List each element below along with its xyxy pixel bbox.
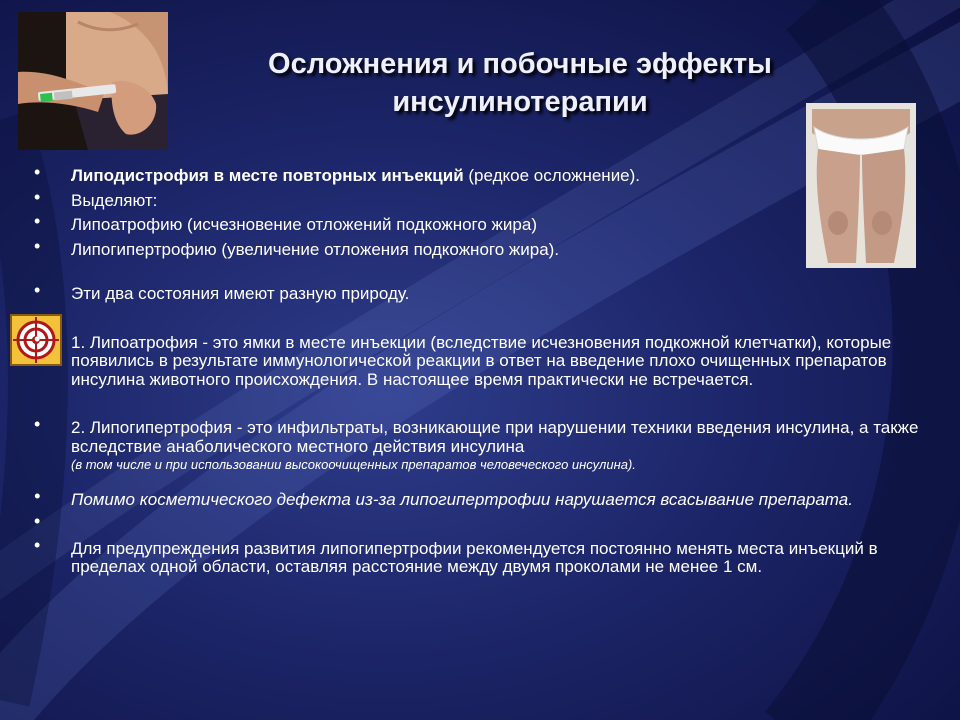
bullet-distinguish: • Выделяют: [34, 192, 926, 211]
bullet-lipodystrophy-rest: (редкое осложнение). [463, 166, 641, 185]
bullet-lipodystrophy [34, 167, 926, 186]
bullet-prevention: • Для предупреждения развития липогипертрофии рекомендуется постоянно менять места инъекций в пределах одной области, оставляя расстояние между двумя проколами не менее 1 см. [34, 540, 926, 577]
bullet-different-nature: • Эти два состояния имеют разную природу. [34, 285, 926, 304]
bullet-lipodystrophy-bold: Липодистрофия в месте повторных инъекций [71, 166, 464, 185]
bullet-lipohypertrophy-detail [34, 419, 926, 473]
slide-title [190, 45, 850, 121]
title-line-1: Осложнения и побочные эффекты [268, 48, 772, 80]
bullet-empty [34, 516, 926, 534]
injection-photo [18, 12, 168, 150]
title-line-2: инсулинотерапии [392, 86, 648, 118]
bullet-absorption: • Помимо косметического дефекта из-за липогипертрофии нарушается всасывание препарата. [34, 491, 926, 510]
bullet-list [34, 167, 926, 577]
bullet-lipoatrophy-detail: • 1. Липоатрофия - это ямки в месте инъекции (вследствие исчезновения подкожной клетчатки), которые появились в результате иммунологической реакции в ответ на введение плохо очищенных препаратов инсулина животного происхождения. В настоящее время практически не встречается. [34, 334, 926, 390]
bullet-lipohypertrophy-note: (в том числе и при использовании высокоочищенных препаратов человеческого инсулина). [71, 457, 636, 472]
bullet-lipoatrophy: • Липоатрофию (исчезновение отложений подкожного жира) [34, 216, 926, 235]
bullet-lipohypertrophy: • Липогипертрофию (увеличение отложения подкожного жира). [34, 241, 926, 260]
bullet-lipohypertrophy-main: 2. Липогипертрофия - это инфильтраты, возникающие при нарушении техники введения инсулина, а также вследствие анаболического местного действия инсулина [71, 418, 919, 456]
